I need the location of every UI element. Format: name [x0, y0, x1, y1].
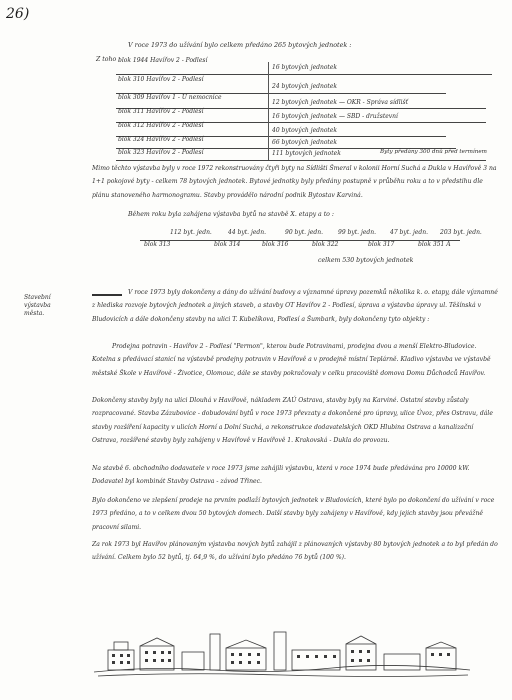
sequence-value: 112 byt. jedn. — [170, 229, 212, 236]
paragraph-6: Bylo dokončeno ve zlepšení prodeje na prvním podlaží bytových jednotek v Bludovicích, které bylo po dokončení do užívání v roce 1973 předáno, a to v celkem dvou 50 bytových domech. Další stavby byly zahájeny v Havířově, kdy jejich stavby jsou převážně pracovní silami. — [92, 497, 495, 531]
sequence-label: blok 314 — [214, 241, 241, 248]
row-value: 24 bytových jednotek — [272, 83, 338, 90]
sequence-label: blok 313 — [144, 241, 171, 248]
sequence-value: 47 byt. jedn. — [390, 229, 429, 236]
row-value: 66 bytových jednotek — [272, 139, 338, 146]
sequence-underline — [140, 240, 460, 241]
page-number: 26) — [6, 6, 30, 22]
row-value: 12 bytových jednotek — OKR - Správa sídlišť — [272, 99, 409, 106]
list-label: Z toho : — [96, 56, 121, 63]
sequence-label: blok 351 A — [418, 241, 451, 248]
paragraph-2: V roce 1973 byly dokončeny a dány do užívání budovy a významné úpravy pozemků několika k. o. etapy, dále významné z hlediska rozvoje bytových jednotek a jiných staveb, a stavby OT Havířov 2 - Podlesí, úprava a výstavba úpravy ul. Těšínská v Bludovicích a dále dokončeny stavby na ulici T. Kubelíkova, Podlesí a Šumbark, byly dokončeny tyto objekty : — [92, 289, 498, 323]
intro-line: V roce 1973 do užívání bylo celkem předáno 265 bytových jednotek : — [128, 41, 352, 49]
row-divider — [116, 74, 492, 75]
row-value: 40 bytových jednotek — [272, 127, 338, 134]
sequence-value: 203 byt. jedn. — [440, 229, 482, 236]
margin-note: Stavební výstavba města. — [24, 294, 51, 317]
sequence-total: celkem 530 bytových jednotek — [318, 257, 414, 264]
paragraph-1: Mimo těchto výstavba byly v roce 1972 rekonstruovány čtyři byty na Sídlišti Šmeral v kolonii Horní Suchá a Dukla v Havířově 3 na 1+1 pokojové byty - celkem 78 bytových jednotek. Bytové jednotky byly předány postupně v průběhu roku a to v předstihu dle plánu stanoveného harmonogramu. Stavby provádělo národní podnik Bytostav Karviná. — [92, 165, 497, 199]
row-label: blok 311 Havířov 2 - Podlesí — [118, 108, 204, 115]
sequence-label: blok 316 — [262, 241, 289, 248]
sequence-intro: Během roku byla zahájena výstavba bytů na stavbě X. etapy a to : — [128, 211, 334, 218]
paragraph-3: Prodejna potravin - Havířov 2 - Podlesí "Permon", kterou bude Potravinami, prodejna dvou a menší Elektro-Bludovice. Kotelna s předávací stanicí na výstavbě prodejny potravin v Havířově a v prodejně místní Teplárně. Kladivo výstavba ve výstavbě městské Škole v Havířově - Životice, Olomouc, dále se stavby pokračovaly v celku pracoviště domova Domu Důchodců Havířov. — [92, 343, 491, 377]
paragraph-5: Na stavbě 6. obchodního dodavatele v roce 1973 jsme zahájili výstavbu, která v roce 1974 bude předávána pro 10000 kW. Dodavatel byl kombinát Stavby Ostrava - závod Třinec. — [92, 465, 470, 486]
sequence-value: 90 byt. jedn. — [285, 229, 324, 236]
sequence-value: 44 byt. jedn. — [228, 229, 267, 236]
row-label: blok 324 Havířov 2 - Podlesí — [118, 136, 204, 143]
row-label: blok 1944 Havířov 2 - Podlesí — [118, 57, 208, 64]
paragraph-7: Za rok 1973 byl Havířov plánovaným výstavba nových bytů zahájil z plánovaných výstavby 80 bytových jednotek a to byl předán do užívání. Celkem bylo 52 bytů, tj. 64,9 %, do užívání bylo předáno 76 bytů (100 %). — [92, 541, 498, 562]
row-value: 16 bytových jednotek — [272, 64, 338, 71]
sequence-label: blok 322 — [312, 241, 339, 248]
row-value: 16 bytových jednotek — SBD - družstevní — [272, 113, 398, 120]
row-label: blok 310 Havířov 2 - Podlesí — [118, 76, 204, 83]
row-label: blok 309 Havířov 1 - U nemocnice — [118, 94, 222, 101]
paragraph-4: Dokončeny stavby byly na ulici Dlouhá v Havířově, nákladem ZAÚ Ostrava, stavby byly na Karviné. Ostatní stavby zůstaly rozpracované. Stavba Zázubovice - dobudování bytů v roce 1973 převzaty a dokončené pro úpravy, ulice Úvoz, přes Ostravu, dále stavby rozšíření kapacity v ulicích Horní a Dolní Suchá, a rekonstrukce dodavatelských OKD Hlubina Ostrava a kanalizační Ostrava, rozšířené stavby byly zahájeny v Havířově v Havířově 1. Krakovská - Dukla do provozu. — [92, 397, 493, 444]
row-divider — [116, 160, 486, 161]
row-label: blok 323 Havířov 2 - Podlesí — [118, 149, 204, 156]
sequence-value: 99 byt. jedn. — [338, 229, 377, 236]
bracket-line — [268, 62, 269, 160]
row-side-note: Byty předány 300 dnů před termínem — [380, 149, 487, 155]
building-sketch — [92, 620, 472, 680]
row-label: blok 312 Havířov 2 - Podlesí — [118, 122, 204, 129]
row-value: 111 bytových jednotek — [272, 150, 341, 157]
sequence-label: blok 317 — [368, 241, 395, 248]
